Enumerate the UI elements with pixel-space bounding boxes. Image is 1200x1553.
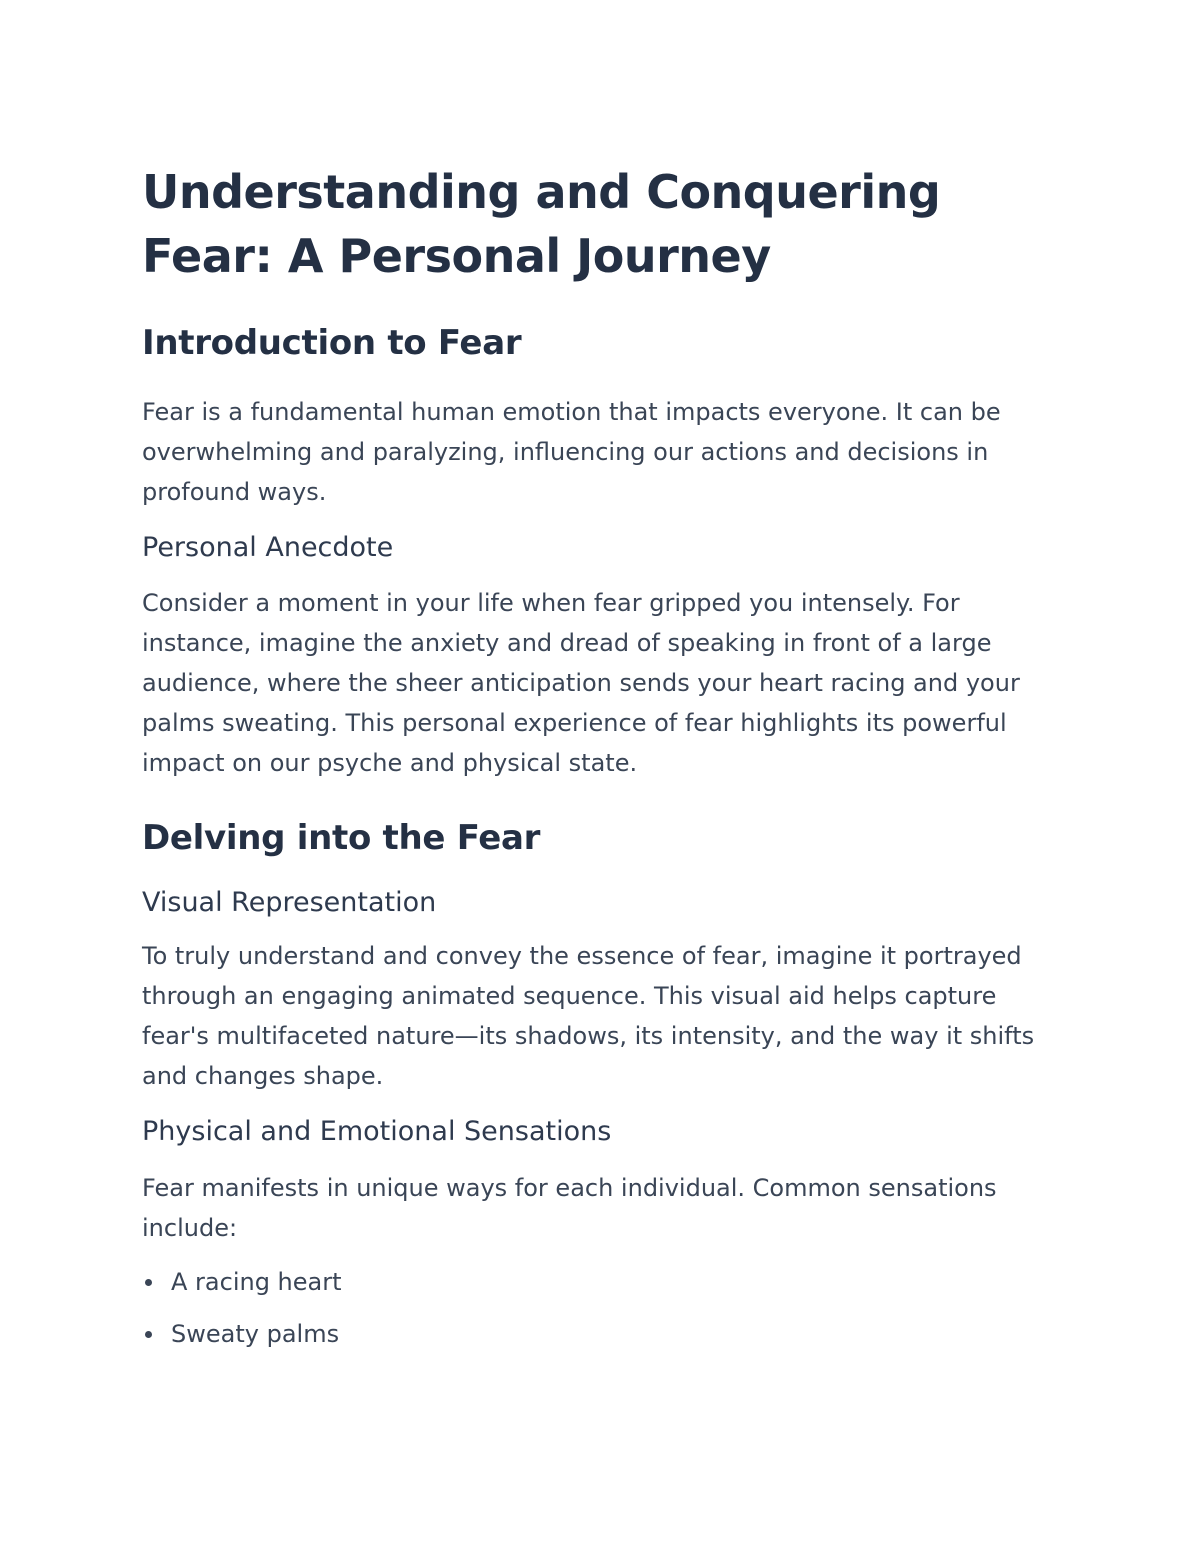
subsection-heading-sensations: Physical and Emotional Sensations — [142, 1116, 612, 1147]
section-heading-delving: Delving into the Fear — [142, 818, 541, 858]
personal-anecdote-paragraph: Consider a moment in your life when fear gripped you intensely. For instance, imagine the anxiety and dread of speaking in front of a large audience, where the sheer anticipation sends your heart racing and your palms sweating. This personal experience of fear highlights its powerful impact on our psyche and physical state. — [142, 589, 1020, 777]
bullet-icon — [145, 1331, 152, 1338]
document-page — [142, 160, 1052, 1366]
subsection-heading-visual-representation: Visual Representation — [142, 887, 437, 918]
document-title: Understanding and Conquering Fear: A Personal Journey — [142, 165, 941, 283]
list-item — [142, 1314, 1052, 1354]
section-intro-paragraph: Fear is a fundamental human emotion that impacts everyone. It can be overwhelming and paralyzing, influencing our actions and decisions in profound ways. — [142, 398, 1001, 506]
list-item-text: A racing heart — [171, 1268, 342, 1296]
visual-representation-paragraph: To truly understand and convey the essence of fear, imagine it portrayed through an engaging animated sequence. This visual aid helps capture fear's multifaceted nature—its shadows, its intensity, and the way it shifts and changes shape. — [142, 942, 1035, 1090]
sensations-paragraph: Fear manifests in unique ways for each individual. Common sensations include: — [142, 1174, 997, 1242]
bullet-icon — [145, 1279, 152, 1286]
subsection-heading-personal-anecdote: Personal Anecdote — [142, 532, 394, 563]
section-heading-introduction: Introduction to Fear — [142, 323, 522, 363]
sensations-list — [142, 1262, 1052, 1354]
list-item-text: Sweaty palms — [171, 1320, 340, 1348]
list-item — [142, 1262, 1052, 1302]
